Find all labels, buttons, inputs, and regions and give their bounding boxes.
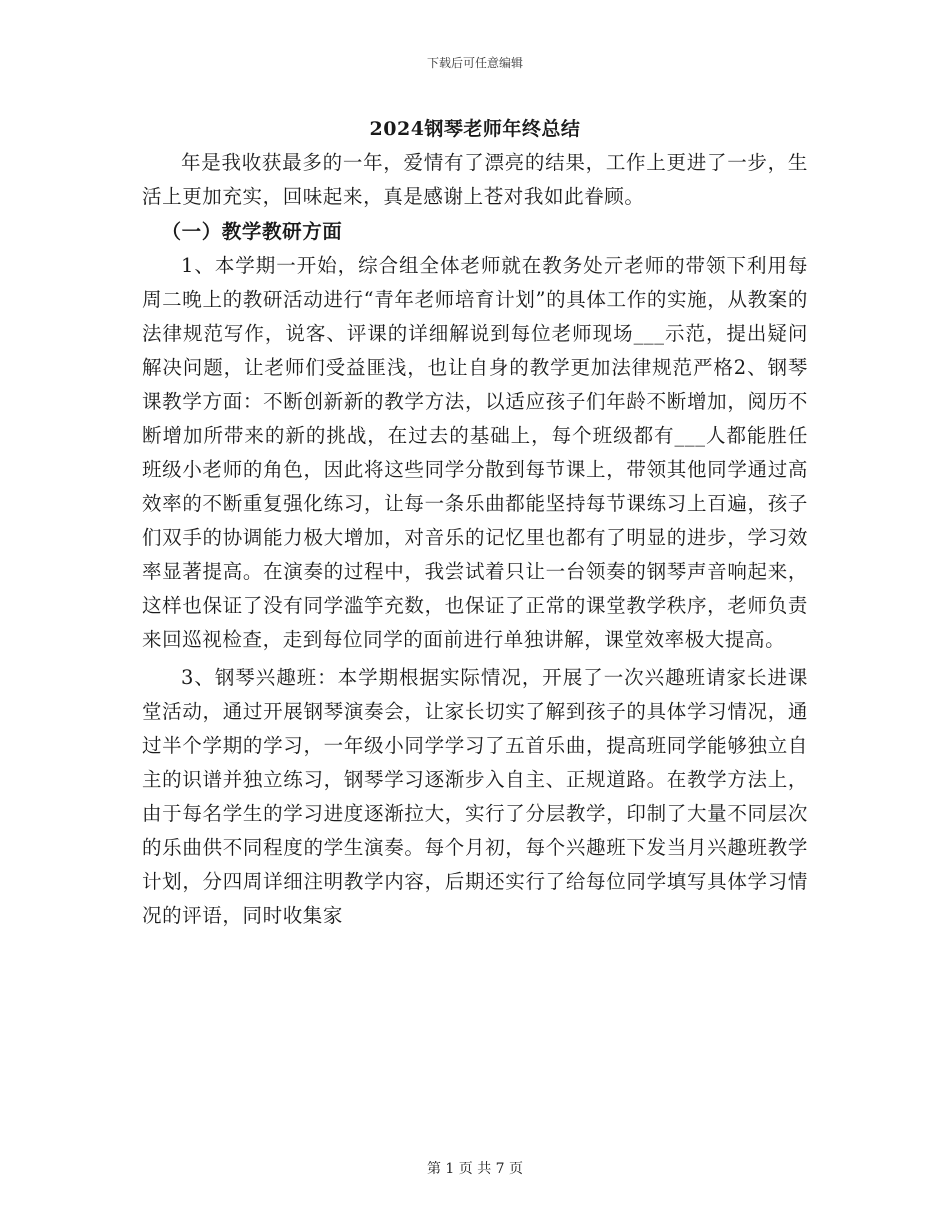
intro-paragraph: 年是我收获最多的一年，爱情有了漂亮的结果，工作上更进了一步，生活上更加充实，回味起来，真是感谢上苍对我如此眷顾。	[142, 151, 808, 208]
section-heading: （一）教学教研方面	[161, 220, 343, 243]
document-body	[142, 146, 808, 933]
paragraph-interest-class: 3、钢琴兴趣班：本学期根据实际情况，开展了一次兴趣班请家长进课堂活动，通过开展钢琴演奏会，让家长切实了解到孩子的具体学习情况，通过半个学期的学习，一年级小同学学习了五首乐曲，提高班同学能够独立自主的识谱并独立练习，钢琴学习逐渐步入自主、正规道路。在教学方法上，由于每名学生的学习进度逐渐拉大，实行了分层教学，印制了大量不同层次的乐曲供不同程度的学生演奏。每个月初，每个兴趣班下发当月兴趣班教学计划，分四周详细注明教学内容，后期还实行了给每位同学填写具体学习情况的评语，同时收集家	[142, 666, 808, 927]
page-number: 第 1 页 共 7 页	[426, 1161, 524, 1177]
header-note: 下载后可任意编辑	[426, 56, 523, 70]
paragraph-teaching-research: 1、本学期一开始，综合组全体老师就在教务处亓老师的带领下利用每周二晚上的教研活动进行“青年老师培育计划”的具体工作的实施，从教案的法律规范写作，说客、评课的详细解说到每位老师现场___示范，提出疑问解决问题，让老师们受益匪浅，也让自身的教学更加法律规范严格2、钢琴课教学方面：不断创新新的教学方法，以适应孩子们年龄不断增加，阅历不断增加所带来的新的挑战，在过去的基础上，每个班级都有___人都能胜任班级小老师的角色，因此将这些同学分散到每节课上，带领其他同学通过高效率的不断重复强化练习，让每一条乐曲都能坚持每节课练习上百遍，孩子们双手的协调能力极大增加，对音乐的记忆里也都有了明显的进步，学习效率显著提高。在演奏的过程中，我尝试着只让一台领奏的钢琴声音响起来，这样也保证了没有同学滥竽充数，也保证了正常的课堂教学秩序，老师负责来回巡视检查，走到每位同学的面前进行单独讲解，课堂效率极大提高。	[142, 254, 808, 651]
document-title: 2024钢琴老师年终总结	[369, 118, 581, 140]
